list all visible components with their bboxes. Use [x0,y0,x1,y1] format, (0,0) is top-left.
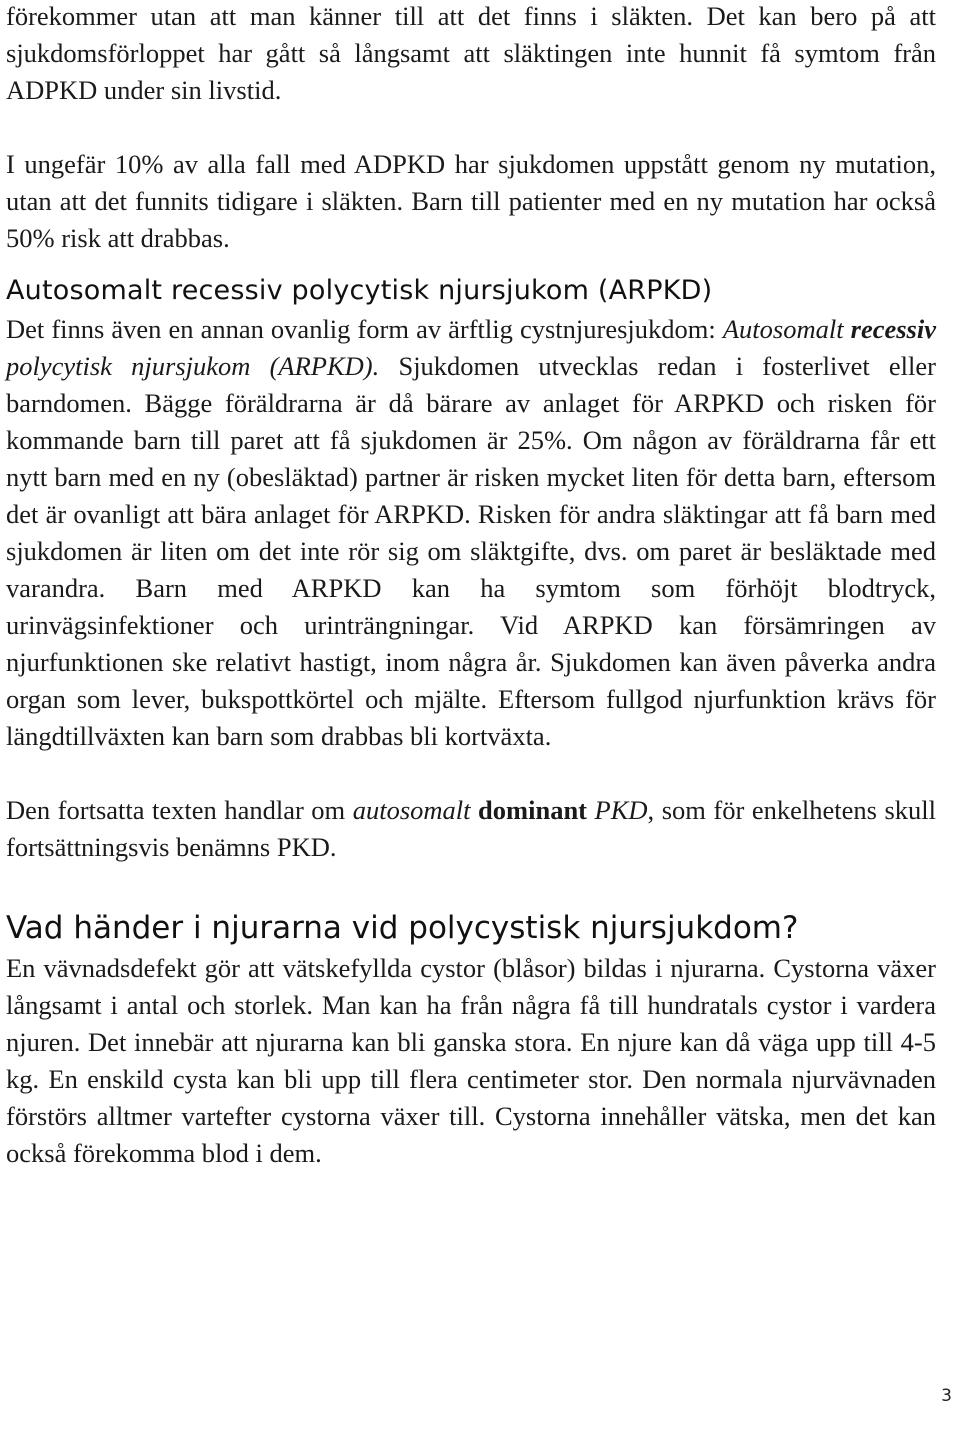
document-page [6,0,936,1172]
paragraph-inheritance-unknown: förekommer utan att man känner till att det finns i släkten. Det kan bero på att sjukdomsförloppet har gått så långsamt att släktingen inte hunnit få symtom från ADPKD under sin livstid. [6,1,936,105]
paragraph-arpkd [6,311,936,755]
paragraph-kidneys: En vävnadsdefekt gör att vätskefyllda cystor (blåsor) bildas i njurarna. Cystorna växer långsamt i antal och storlek. Man kan ha från några få till hundratals cystor i vardera njuren. Det innebär att njurarna kan bli ganska stora. En njure kan då väga upp till 4-5 kg. En enskild cysta kan bli upp till flera centimeter stor. Den normala njurvävnaden förstörs alltmer vartefter cystorna växer till. Cystorna innehåller vätska, men det kan också förekomma blod i dem. [6,953,936,1168]
heading-arpkd: Autosomalt recessiv polycytisk njursjukom (ARPKD) [6,275,713,306]
note-part-e: , som för enkelhetens skull fortsättningsvis benämns PKD. [6,795,936,862]
arpkd-term-part-c: polycytisk njursjukom (ARPKD). [6,351,380,381]
paragraph-new-mutation: I ungefär 10% av alla fall med ADPKD har sjukdomen uppstått genom ny mutation, utan att det funnits tidigare i släkten. Barn till patienter med en ny mutation har också 50% risk att drabbas. [6,149,936,253]
paragraph-scope-note [6,792,936,866]
note-italic-pkd: PKD [587,795,648,825]
heading-kidneys: Vad händer i njurarna vid polycystisk njursjukdom? [6,910,799,946]
arpkd-term-emphasis: recessiv [850,314,936,344]
note-part-a: Den fortsatta texten handlar om [6,795,353,825]
note-bold-dominant: dominant [478,795,588,825]
page-number: 3 [941,1386,952,1406]
arpkd-body: Sjukdomen utvecklas redan i fosterlivet eller barndomen. Bägge föräldrarna är då bärare av anlaget för ARPKD och risken för kommande barn till paret att få sjukdomen är 25%. Om någon av föräldrarna får ett nytt barn med en ny (obesläktad) partner är risken mycket liten för detta barn, eftersom det är ovanligt att bära anlaget för ARPKD. Risken för andra släktingar att få barn med sjukdomen är liten om det inte rör sig om släktgifte, dvs. om paret är besläktade med varandra. Barn med ARPKD kan ha symtom som förhöjt blodtryck, urinvägsinfektioner och urinträngningar. Vid ARPKD kan försämringen av njurfunktionen ske relativt hastigt, inom några år. Sjukdomen kan även påverka andra organ som lever, bukspottkörtel och mjälte. Eftersom fullgod njurfunktion krävs för längdtillväxten kan barn som drabbas bli kortväxta. [6,351,936,751]
arpkd-intro: Det finns även en annan ovanlig form av ärftlig cystnjuresjukdom: [6,314,723,344]
arpkd-term-part-a: Autosomalt [722,314,851,344]
note-italic-autosomalt: autosomalt [352,795,479,825]
